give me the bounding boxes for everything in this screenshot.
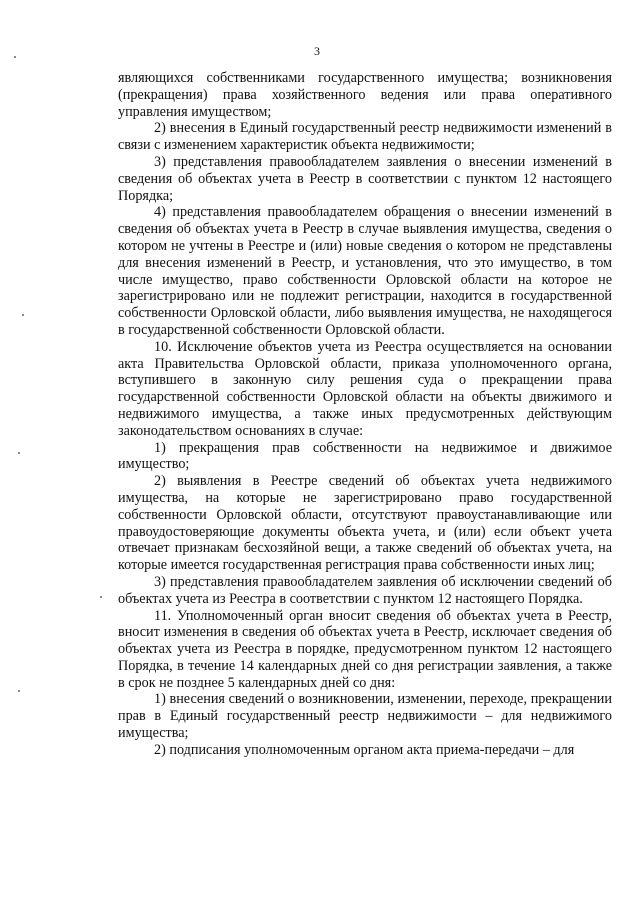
document-body [118,70,612,759]
paragraph: 2) подписания уполномоченным органом акта приема-передачи – для [154,741,575,758]
paragraph: 2) внесения в Единый государственный реестр недвижимости изменений в связи с изменением характеристик объекта недвижимости; [118,120,612,154]
paragraph: являющихся собственниками государственного имущества; возникновения (прекращения) права хозяйственного ведения или права оперативного управления имуществом; [118,70,612,120]
paragraph: 1) внесения сведений о возникновении, изменении, переходе, прекращении прав в Единый государственный реестр недвижимости – для недвижимого имущества; [118,691,612,742]
scan-speck [18,690,20,692]
page-number: 3 [314,44,320,58]
paragraph: 1) прекращения прав собственности на недвижимое и движимое имущество; [118,439,612,473]
scan-speck [22,314,24,316]
paragraph: 4) представления правообладателем обращения о внесении изменений в сведения об объектах учета в Реестр в случае выявления имущества, сведения о котором не учтены в Реестре и (или) новые сведения о котором не представлены для внесения изменений в Реестр, и установления, что это имущество, в том числе имущество, право собственности Орловской области на которое не зарегистрировано или не подлежит регистрации, находится в государственной собственности Орловской области, либо выявления имущества, не находящегося в государственной собственности Орловской области. [118,204,612,338]
scan-speck [18,452,20,454]
paragraph: 10. Исключение объектов учета из Реестра осуществляется на основании акта Правительства Орловской области, приказа уполномоченного органа, вступившего в законную силу решения суда о прекращении права государственной собственности Орловской области на объекты движимого и недвижимого имущества, а также иных предусмотренных действующим законодательством основаниях в случае: [118,338,612,439]
paragraph: 3) представления правообладателем заявления о внесении изменений в сведения об объектах учета в Реестр в соответствии с пунктом 12 настоящего Порядка; [118,153,612,204]
paragraph: 3) представления правообладателем заявления об исключении сведений об объектах учета из Реестра в соответствии с пунктом 12 настоящего Порядка. [118,573,612,607]
paragraph: 2) выявления в Реестре сведений об объектах учета недвижимого имущества, на которые не зарегистрировано право государственной собственности Орловской области, отсутствуют правоустанавливающие или правоудостоверяющие документы объекта учета, и (или) если объект учета отвечает признакам бесхозяйной вещи, а также сведений об объектах учета, на которые имеется государственная регистрация права собственности иных лиц; [118,473,612,574]
scan-speck [100,596,102,598]
scan-speck [14,56,16,58]
paragraph: 11. Уполномоченный орган вносит сведения об объектах учета в Реестр, вносит изменения в сведения об объектах учета в Реестр, исключает сведения об объектах учета из Реестра в порядке, предусмотренном пунктом 12 настоящего Порядка, в течение 14 календарных дней со дня регистрации заявления, а также в срок не позднее 5 календарных дней со дня: [118,607,612,691]
